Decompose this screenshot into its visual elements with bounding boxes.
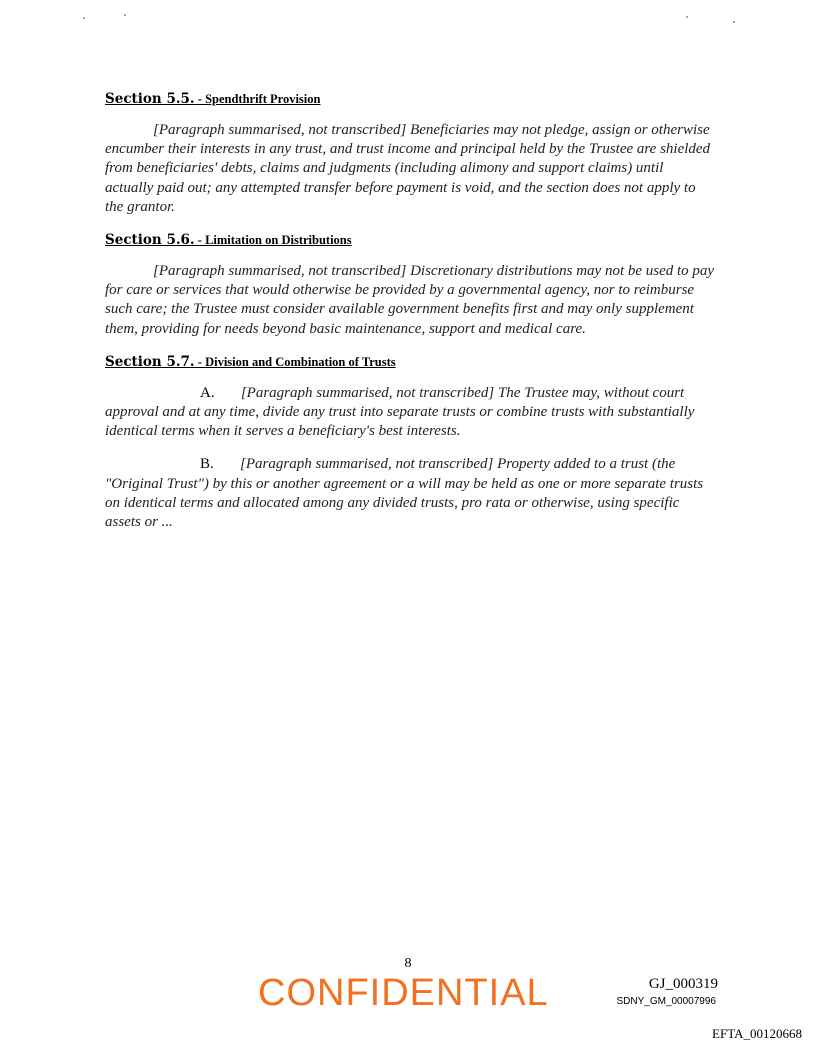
section-paragraph: [Paragraph summarised, not transcribed] Discretionary distributions may not be used to pay for care or services that would otherwise be provided by a governmental agency, nor to reimburse such care; the Trustee must consider available government benefits first and may only supplement them, providing for needs beyond basic maintenance, support and medical care.: [105, 263, 715, 337]
subsection-text: [Paragraph summarised, not transcribed] Property added to a trust (the "Original Trust") by this or another agreement or a will may be held as one or more separate trusts on identical terms and allocated among any divided trusts, pro rata or otherwise, using specific assets or ...: [105, 456, 704, 531]
scan-speck: [733, 21, 735, 23]
section-5-5: [105, 90, 715, 217]
section-title: Division and Combination of Trusts: [205, 354, 396, 369]
confidential-stamp: CONFIDENTIAL: [258, 972, 549, 1014]
bates-number-sdny: SDNY_GM_00007996: [616, 996, 716, 1007]
scan-speck: [686, 16, 688, 18]
scan-speck: [83, 17, 85, 19]
section-number: Section 5.6.: [105, 232, 195, 249]
section-title: Spendthrift Provision: [205, 92, 321, 106]
section-title: Limitation on Distributions: [205, 233, 352, 248]
document-page: [105, 90, 715, 546]
section-separator: -: [194, 354, 206, 369]
section-5-7: [105, 353, 715, 532]
scan-speck: [124, 14, 126, 16]
section-5-6: [105, 231, 715, 339]
subsection-label: A.: [200, 384, 215, 401]
section-paragraph: [Paragraph summarised, not transcribed] Beneficiaries may not pledge, assign or otherwise encumber their interests in any trust, and trust income and principal held by the Trustee are shielded from beneficiaries' debts, claims and judgments (including alimony and support claims) until actually paid out; any attempted transfer before payment is void, and the section does not apply to the grantor.: [105, 122, 711, 215]
bates-number-efta: EFTA_00120668: [712, 1026, 802, 1041]
section-heading: [105, 353, 715, 372]
section-number: Section 5.7.: [105, 353, 195, 370]
page-number: 8: [404, 956, 412, 971]
subsection-paragraph: [105, 455, 715, 532]
section-separator: -: [194, 233, 206, 248]
section-separator: -: [194, 92, 206, 106]
section-heading: [105, 231, 715, 250]
subsection-paragraph: [105, 384, 715, 442]
bates-number-gj: GJ_000319: [648, 976, 718, 992]
subsection-text: [Paragraph summarised, not transcribed] The Trustee may, without court approval and at any time, divide any trust into separate trusts or combine trusts with substantially identical terms when it serves a beneficiary's best interests.: [105, 384, 695, 440]
subsection-label: B.: [200, 456, 214, 473]
section-heading: [105, 90, 715, 109]
section-number: Section 5.5.: [105, 91, 195, 107]
